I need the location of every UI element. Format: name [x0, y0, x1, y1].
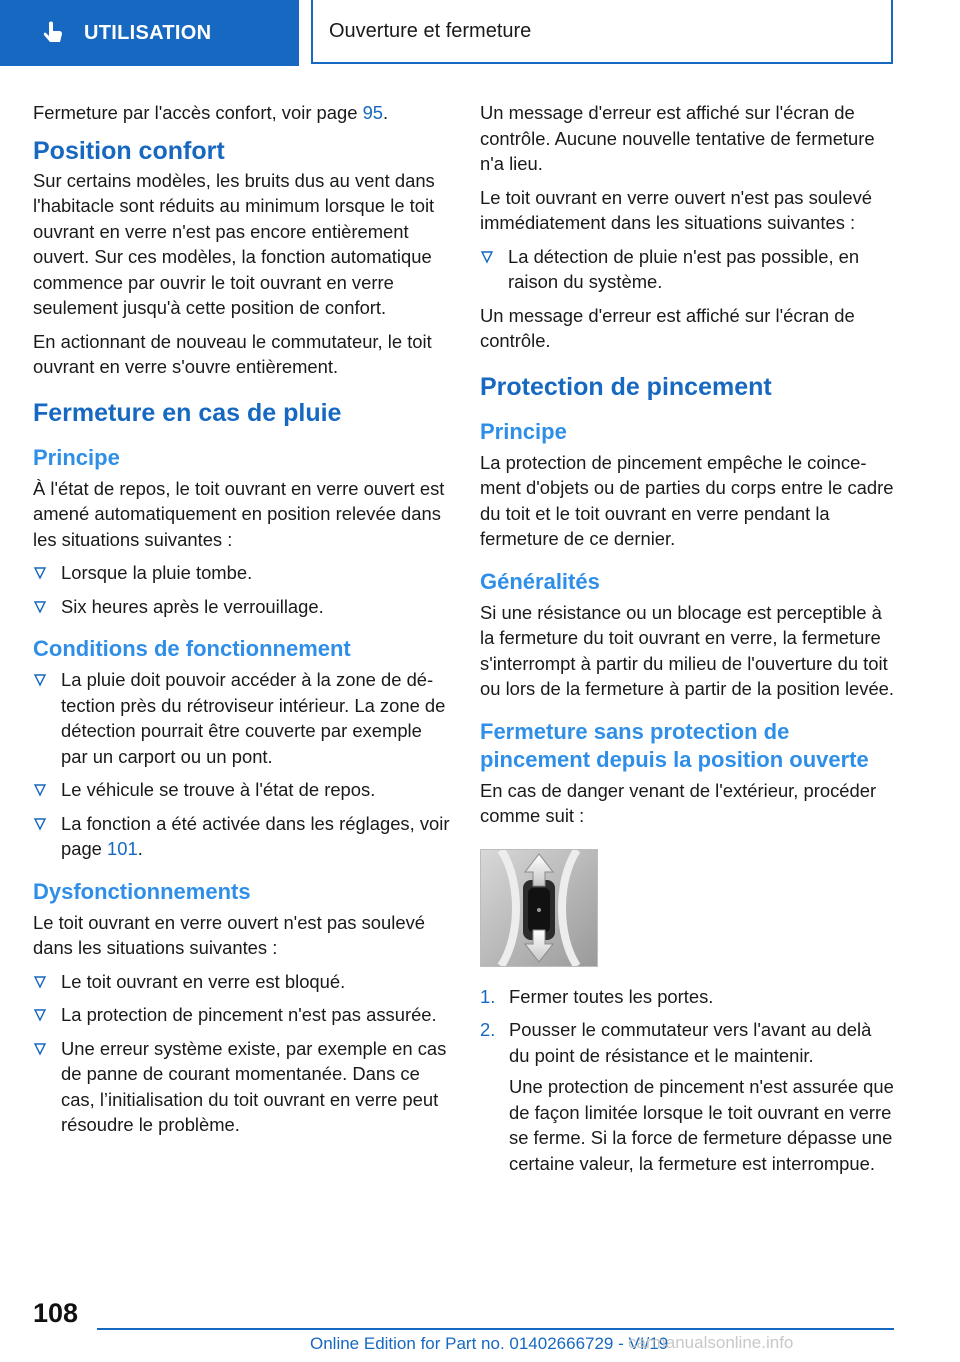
- list-item: [33, 560, 451, 586]
- pincement-principe-text: La protection de pincement empêche le coincement d'objets ou de parties du corps entre le cadre du toit et le toit ouvrant en verre pendant la fermeture de ce dernier.: [480, 451, 894, 549]
- principe-list: [33, 560, 451, 619]
- edition-text: Online Edition for Part no. 01402666729 - VI/19: [310, 1334, 669, 1353]
- not-lifted-list: [480, 244, 896, 295]
- dysfonctionnements-list: [33, 969, 451, 1138]
- step-number: 1.: [480, 985, 496, 1007]
- triangle-bullet-icon: [33, 1008, 47, 1022]
- heading-fermeture-pluie: Fermeture en cas de pluie: [33, 398, 342, 427]
- principe-text: À l'état de repos, le toit ouvrant en verre ouvert est amené automatiquement en position relevée dans les situations suivantes :: [33, 477, 445, 550]
- heading-generalites: Généralités: [480, 568, 600, 594]
- heading-dysfonctionnements: Dysfonctionnements: [33, 878, 251, 904]
- list-item-text: La détection de pluie n'est pas possible, en raison du système.: [508, 245, 860, 292]
- triangle-bullet-icon: [33, 783, 47, 797]
- generalites-text: Si une résistance ou un blocage est perceptible à la fermeture du toit ouvrant en verre, la fermeture s'interrompt à partir du milieu de l'ouverture du toit ou lors de la fermeture à partir de la position levée.: [480, 601, 895, 699]
- triangle-bullet-icon: [33, 673, 47, 687]
- section-tab: [0, 0, 299, 66]
- triangle-bullet-icon: [33, 1042, 47, 1056]
- heading-principe-pincement: Principe: [480, 418, 567, 444]
- list-item-text: Le toit ouvrant en verre est bloqué.: [61, 970, 346, 992]
- not-lifted-text: Le toit ouvrant en verre ouvert n'est pas soulevé immédiatement dans les situations suivantes :: [480, 186, 872, 233]
- intro-end: .: [383, 102, 389, 123]
- page-number: 108: [33, 1298, 79, 1328]
- list-item-text: Six heures après le verrouillage.: [61, 595, 324, 617]
- chapter-title: [311, 0, 893, 64]
- position-confort-p2: En actionnant de nouveau le commutateur, le toit ouvrant en verre s'ouvre entièrement.: [33, 330, 432, 377]
- step-item: [480, 1017, 896, 1176]
- section-label: UTILISATION: [84, 21, 212, 44]
- triangle-bullet-icon: [33, 600, 47, 614]
- list-item-text: Le véhicule se trouve à l'état de repos.: [61, 779, 376, 800]
- list-item: [33, 1002, 451, 1028]
- watermark: carmanualsonline.info: [628, 1333, 794, 1352]
- steps-list: [480, 984, 896, 1177]
- step-text: Pousser le commutateur vers l'avant au delà du point de résistance et le maintenir.: [509, 1019, 872, 1066]
- position-confort-p1: Sur certains modèles, les bruits dus au vent dans l'habitacle sont réduits au minimum lorsque le toit ouvrant en verre n'est pas encore entièrement ouvert. Sur ces modèles, la fonction automatique commence par ouvrir le toit ouvrant en verre seulement jusqu'à cette position de confort.: [33, 169, 435, 318]
- heading-principe: Principe: [33, 444, 120, 470]
- list-item-end: .: [137, 838, 143, 859]
- step-item: [480, 984, 896, 1010]
- heading-protection-pincement: Protection de pincement: [480, 372, 772, 401]
- list-item-text: La pluie doit pouvoir accéder à la zone de détection près du rétroviseur intérieur. La zone de détection pourrait être couverte par exemple par un carport ou un pont.: [61, 669, 446, 767]
- dysfonctionnements-text: Le toit ouvrant en verre ouvert n'est pas soulevé dans les situations suivantes :: [33, 911, 425, 958]
- sunroof-switch-illustration: [480, 849, 598, 967]
- footer-divider: [97, 1328, 894, 1330]
- step-text: Fermer toutes les portes.: [509, 985, 714, 1007]
- chapter-title-text: Ouverture et fermeture: [329, 19, 532, 42]
- triangle-bullet-icon: [33, 566, 47, 580]
- list-item: [480, 244, 896, 295]
- error-message-p1: Un message d'erreur est affiché sur l'écran de contrôle. Aucune nouvelle tentative de fermeture n'a lieu.: [480, 102, 875, 174]
- triangle-bullet-icon: [33, 975, 47, 989]
- list-item: [33, 667, 451, 769]
- list-item: [33, 777, 451, 803]
- list-item: [33, 811, 451, 862]
- touch-hand-icon: [40, 20, 66, 46]
- error-message-p3: Un message d'erreur est affiché sur l'écran de contrôle.: [480, 304, 855, 351]
- heading-conditions: Conditions de fonctionnement: [33, 636, 351, 661]
- triangle-bullet-icon: [480, 250, 494, 264]
- right-column: [480, 100, 896, 1184]
- list-item: [33, 1036, 451, 1138]
- intro-paragraph: [33, 100, 451, 126]
- left-column: [33, 100, 451, 1146]
- heading-position-confort: Position confort: [33, 136, 225, 165]
- triangle-bullet-icon: [33, 817, 47, 831]
- list-item-text: La protection de pincement n'est pas assurée.: [61, 1004, 437, 1025]
- list-item-text: Une erreur système existe, par exemple en cas de panne de courant momentanée. Dans ce cas, l’initialisation du toit ouvrant en verre peut résoudre le problème.: [61, 1037, 447, 1135]
- step-note: Une protection de pincement n'est assurée que de façon limitée lorsque le toit ouvrant en verre se ferme. Si la force de fermeture dépasse une certaine valeur, la fermeture est interrompue.: [509, 1076, 894, 1174]
- list-item: [33, 969, 451, 995]
- step-number: 2.: [480, 1019, 496, 1040]
- page-link-95[interactable]: 95: [362, 102, 384, 123]
- list-item-text: Lorsque la pluie tombe.: [61, 562, 253, 583]
- page-link-101[interactable]: 101: [107, 838, 138, 859]
- sans-protection-text: En cas de danger venant de l'extérieur, procéder comme suit :: [480, 779, 877, 826]
- conditions-list: [33, 667, 451, 862]
- list-item-text: La fonction a été activée dans les réglages, voir page: [61, 812, 450, 859]
- heading-fermeture-sans-protection: Fermeture sans protection de pincement depuis la position ouverte: [480, 718, 869, 772]
- intro-text: Fermeture par l'accès confort, voir page: [33, 102, 363, 123]
- list-item: [33, 594, 451, 620]
